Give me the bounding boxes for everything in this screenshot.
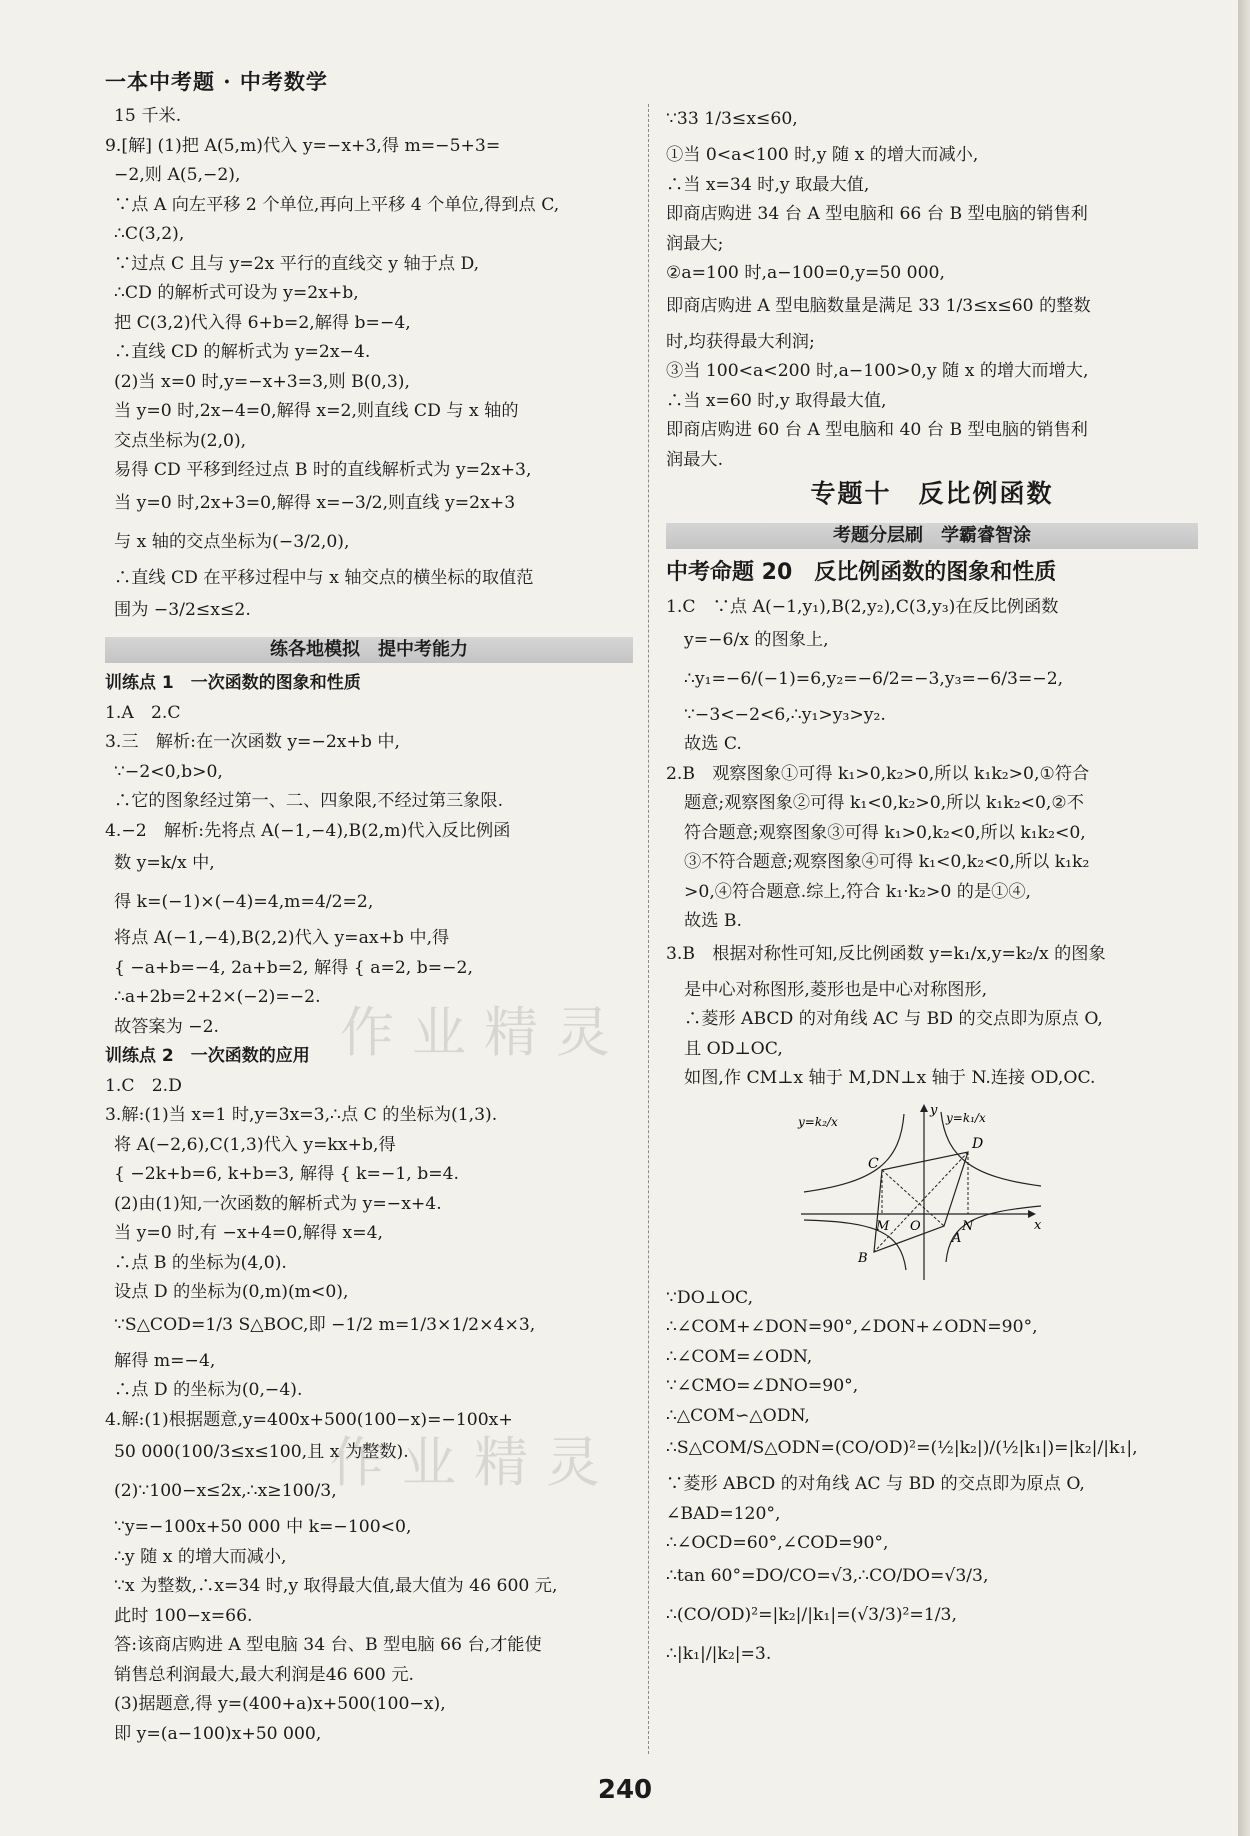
page-edge bbox=[1238, 0, 1250, 1836]
text-line: ∵−2<0,b>0, bbox=[114, 761, 223, 782]
text-line: 得 k=(−1)×(−4)=4,m=4/2=2, bbox=[114, 892, 374, 912]
text-line: 将点 A(−1,−4),B(2,2)代入 y=ax+b 中,得 bbox=[114, 928, 450, 948]
text-line: ∴∠COM=∠ODN, bbox=[666, 1346, 813, 1367]
subsection-title: 训练点 1 一次函数的图象和性质 bbox=[105, 673, 361, 693]
text-line: ∴点 B 的坐标为(4,0). bbox=[114, 1252, 287, 1273]
text-line: 数 y=k/x 中, bbox=[114, 853, 215, 873]
text-line: 润最大. bbox=[666, 449, 724, 470]
watermark: 作业精灵 bbox=[330, 1431, 618, 1494]
text-line: 解得 m=−4, bbox=[114, 1350, 216, 1371]
text-line: ②a=100 时,a−100=0,y=50 000, bbox=[666, 263, 945, 283]
text-line: ∵y=−100x+50 000 中 k=−100<0, bbox=[114, 1517, 412, 1537]
text-line: 当 y=0 时,有 −x+4=0,解得 x=4, bbox=[114, 1223, 384, 1243]
text-line: 即商店购进 60 台 A 型电脑和 40 台 B 型电脑的销售利 bbox=[666, 420, 1088, 440]
text-line: 50 000(100/3≤x≤100,且 x 为整数). bbox=[114, 1442, 409, 1462]
text-line: ∵菱形 ABCD 的对角线 AC 与 BD 的交点即为原点 O, bbox=[666, 1474, 1085, 1494]
curve-label-k2: y=k₂/x bbox=[798, 1114, 838, 1129]
axis-label-y: y bbox=[930, 1102, 938, 1118]
text-line: 即 y=(a−100)x+50 000, bbox=[114, 1723, 322, 1744]
text-line: 且 OD⊥OC, bbox=[684, 1038, 783, 1059]
text-line: 将 A(−2,6),C(1,3)代入 y=kx+b,得 bbox=[114, 1134, 396, 1155]
text-line: ①当 0<a<100 时,y 随 x 的增大而减小, bbox=[666, 145, 979, 165]
text-line: ∴S△COM/S△ODN=(CO/OD)²=(½|k₂|)/(½|k₁|)=|k₂|/|k₁|, bbox=[666, 1438, 1138, 1458]
text-line: 即商店购进 34 台 A 型电脑和 66 台 B 型电脑的销售利 bbox=[666, 204, 1088, 224]
text-line: ∴∠OCD=60°,∠COD=90°, bbox=[666, 1533, 889, 1553]
text-line: ∴y 随 x 的增大而减小, bbox=[114, 1546, 287, 1567]
text-line: ∴△COM∽△ODN, bbox=[666, 1405, 810, 1426]
text-line: 把 C(3,2)代入得 6+b=2,解得 b=−4, bbox=[114, 312, 411, 333]
text-line: 是中心对称图形,菱形也是中心对称图形, bbox=[684, 979, 988, 1000]
subsection-title: 训练点 2 一次函数的应用 bbox=[105, 1046, 310, 1066]
text-line: >0,④符合题意.综上,符合 k₁·k₂>0 的是①④, bbox=[684, 881, 1031, 902]
text-line: ③不符合题意;观察图象④可得 k₁<0,k₂<0,所以 k₁k₂ bbox=[684, 852, 1090, 872]
text-line: ∴菱形 ABCD 的对角线 AC 与 BD 的交点即为原点 O, bbox=[684, 1009, 1103, 1029]
x-axis-arrow-icon bbox=[1028, 1210, 1036, 1218]
text-line: 符合题意;观察图象③可得 k₁>0,k₂<0,所以 k₁k₂<0, bbox=[684, 822, 1086, 843]
right-column bbox=[666, 104, 1198, 1678]
text-line: ∵−3<−2<6,∴y₁>y₃>y₂. bbox=[684, 704, 886, 725]
text-line: 与 x 轴的交点坐标为(−3/2,0), bbox=[114, 531, 350, 552]
axis-label-x: x bbox=[1034, 1217, 1042, 1233]
text-line: ∴CD 的解析式可设为 y=2x+b, bbox=[114, 283, 359, 303]
text-line: 如图,作 CM⊥x 轴于 M,DN⊥x 轴于 N.连接 OD,OC. bbox=[684, 1068, 1096, 1088]
text-line: ∵∠CMO=∠DNO=90°, bbox=[666, 1376, 859, 1396]
text-line: 故选 C. bbox=[684, 734, 742, 754]
text-line: 3.B 根据对称性可知,反比例函数 y=k₁/x,y=k₂/x 的图象 bbox=[666, 943, 1106, 964]
point-label-n: N bbox=[962, 1218, 974, 1234]
text-line: ∵S△COD=1/3 S△BOC,即 −1/2 m=1/3×1/2×4×3, bbox=[114, 1314, 536, 1335]
point-label-c: C bbox=[868, 1155, 879, 1172]
left-column bbox=[105, 104, 633, 1751]
text-line: 4.解:(1)根据题意,y=400x+500(100−x)=−100x+ bbox=[105, 1409, 513, 1430]
text-line: ∵点 A 向左平移 2 个单位,再向上平移 4 个单位,得到点 C, bbox=[114, 194, 560, 215]
text-line: ∵x 为整数,∴x=34 时,y 取得最大值,最大值为 46 600 元, bbox=[114, 1576, 558, 1596]
text-line: 1.C 2.D bbox=[105, 1075, 182, 1096]
text-line: y=−6/x 的图象上, bbox=[684, 629, 829, 650]
text-line: ∴y₁=−6/(−1)=6,y₂=−6/2=−3,y₃=−6/3=−2, bbox=[684, 668, 1064, 689]
text-line: 此时 100−x=66. bbox=[114, 1605, 253, 1626]
text-line: 润最大; bbox=[666, 233, 724, 254]
page-number: 240 bbox=[597, 1775, 653, 1805]
text-line: 答:该商店购进 A 型电脑 34 台、B 型电脑 66 台,才能使 bbox=[114, 1635, 542, 1655]
chapter-title: 专题十 反比例函数 bbox=[810, 479, 1054, 508]
text-line: ∵DO⊥OC, bbox=[666, 1287, 754, 1308]
text-line: 当 y=0 时,2x+3=0,解得 x=−3/2,则直线 y=2x+3 bbox=[114, 492, 516, 513]
point-label-d: D bbox=[972, 1135, 984, 1152]
text-line: ∴|k₁|/|k₂|=3. bbox=[666, 1643, 772, 1664]
text-line: 围为 −3/2≤x≤2. bbox=[114, 600, 251, 620]
y-axis-arrow-icon bbox=[920, 1104, 928, 1112]
text-line: 故答案为 −2. bbox=[114, 1016, 220, 1037]
text-line: ∴a+2b=2+2×(−2)=−2. bbox=[114, 987, 321, 1007]
text-line: ∴直线 CD 在平移过程中与 x 轴交点的横坐标的取值范 bbox=[114, 567, 534, 588]
point-label-o: O bbox=[910, 1218, 921, 1234]
text-line: 即商店购进 A 型电脑数量是满足 33 1/3≤x≤60 的整数 bbox=[666, 295, 1091, 316]
text-line: (2)当 x=0 时,y=−x+3=3,则 B(0,3), bbox=[114, 371, 410, 392]
text-line: ∴tan 60°=DO/CO=√3,∴CO/DO=√3/3, bbox=[666, 1565, 989, 1586]
text-line: 交点坐标为(2,0), bbox=[114, 430, 247, 451]
text-line: ∴C(3,2), bbox=[114, 224, 185, 244]
text-line: { −2k+b=6, k+b=3, 解得 { k=−1, b=4. bbox=[114, 1164, 460, 1184]
text-line: −2,则 A(5,−2), bbox=[114, 165, 241, 185]
text-line: ∴直线 CD 的解析式为 y=2x−4. bbox=[114, 342, 371, 362]
text-line: 时,均获得最大利润; bbox=[666, 331, 815, 352]
section-bar: 练各地模拟 提中考能力 bbox=[105, 637, 633, 663]
text-line: 1.C ∵点 A(−1,y₁),B(2,y₂),C(3,y₃)在反比例函数 bbox=[666, 597, 1059, 617]
topic-title: 中考命题 20 反比例函数的图象和性质 bbox=[666, 560, 1057, 585]
point-label-m: M bbox=[876, 1218, 890, 1234]
curve-k1-branch bbox=[804, 1220, 906, 1270]
watermark: 作业精灵 bbox=[340, 1001, 628, 1064]
text-line: 销售总利润最大,最大利润是46 600 元. bbox=[114, 1664, 414, 1685]
text-line: 易得 CD 平移到经过点 B 时的直线解析式为 y=2x+3, bbox=[114, 460, 532, 480]
text-line: 4.−2 解析:先将点 A(−1,−4),B(2,m)代入反比例函 bbox=[105, 820, 511, 841]
section-bar: 考题分层刷 学霸睿智涂 bbox=[666, 523, 1198, 549]
text-line: 9.[解] (1)把 A(5,m)代入 y=−x+3,得 m=−5+3= bbox=[105, 135, 501, 156]
text-line: (2)由(1)知,一次函数的解析式为 y=−x+4. bbox=[114, 1193, 442, 1214]
text-line: 3.解:(1)当 x=1 时,y=3x=3,∴点 C 的坐标为(1,3). bbox=[105, 1105, 498, 1125]
text-line: ∴当 x=34 时,y 取最大值, bbox=[666, 174, 870, 195]
curve-label-k1: y=k₁/x bbox=[946, 1110, 986, 1125]
text-line: ∴它的图象经过第一、二、四象限,不经过第三象限. bbox=[114, 791, 504, 811]
text-line: ∵过点 C 且与 y=2x 平行的直线交 y 轴于点 D, bbox=[114, 253, 480, 274]
text-line: ∵33 1/3≤x≤60, bbox=[666, 109, 798, 129]
point-label-b: B bbox=[858, 1250, 868, 1266]
column-divider bbox=[648, 104, 649, 1754]
text-line: ∠BAD=120°, bbox=[666, 1503, 781, 1524]
text-line: (3)据题意,得 y=(400+a)x+500(100−x), bbox=[114, 1694, 446, 1714]
text-line: ∴当 x=60 时,y 取得最大值, bbox=[666, 390, 887, 411]
point-label-a: A bbox=[952, 1230, 962, 1246]
book-header: 一本中考题 · 中考数学 bbox=[105, 69, 328, 94]
text-line: ∴∠COM+∠DON=90°,∠DON+∠ODN=90°, bbox=[666, 1317, 1038, 1337]
text-line: 15 千米. bbox=[114, 106, 182, 126]
diagonal-ac bbox=[882, 1170, 944, 1226]
text-line: 2.B 观察图象①可得 k₁>0,k₂>0,所以 k₁k₂>0,①符合 bbox=[666, 763, 1090, 784]
text-line: ∴(CO/OD)²=|k₂|/|k₁|=(√3/3)²=1/3, bbox=[666, 1604, 957, 1625]
text-line: 设点 D 的坐标为(0,m)(m<0), bbox=[114, 1282, 349, 1302]
text-line: { −a+b=−4, 2a+b=2, 解得 { a=2, b=−2, bbox=[114, 957, 473, 978]
text-line: (2)∵100−x≤2x,∴x≥100/3, bbox=[114, 1481, 337, 1501]
text-line: 故选 B. bbox=[684, 911, 742, 931]
hyperbola-rhombus-figure bbox=[796, 1102, 1046, 1282]
text-line: 当 y=0 时,2x−4=0,解得 x=2,则直线 CD 与 x 轴的 bbox=[114, 401, 519, 421]
text-line: 题意;观察图象②可得 k₁<0,k₂>0,所以 k₁k₂<0,②不 bbox=[684, 793, 1084, 813]
text-line: ③当 100<a<200 时,a−100>0,y 随 x 的增大而增大, bbox=[666, 361, 1089, 381]
text-line: ∴点 D 的坐标为(0,−4). bbox=[114, 1380, 303, 1400]
text-line: 3.三 解析:在一次函数 y=−2x+b 中, bbox=[105, 732, 400, 752]
text-line: 1.A 2.C bbox=[105, 702, 181, 723]
